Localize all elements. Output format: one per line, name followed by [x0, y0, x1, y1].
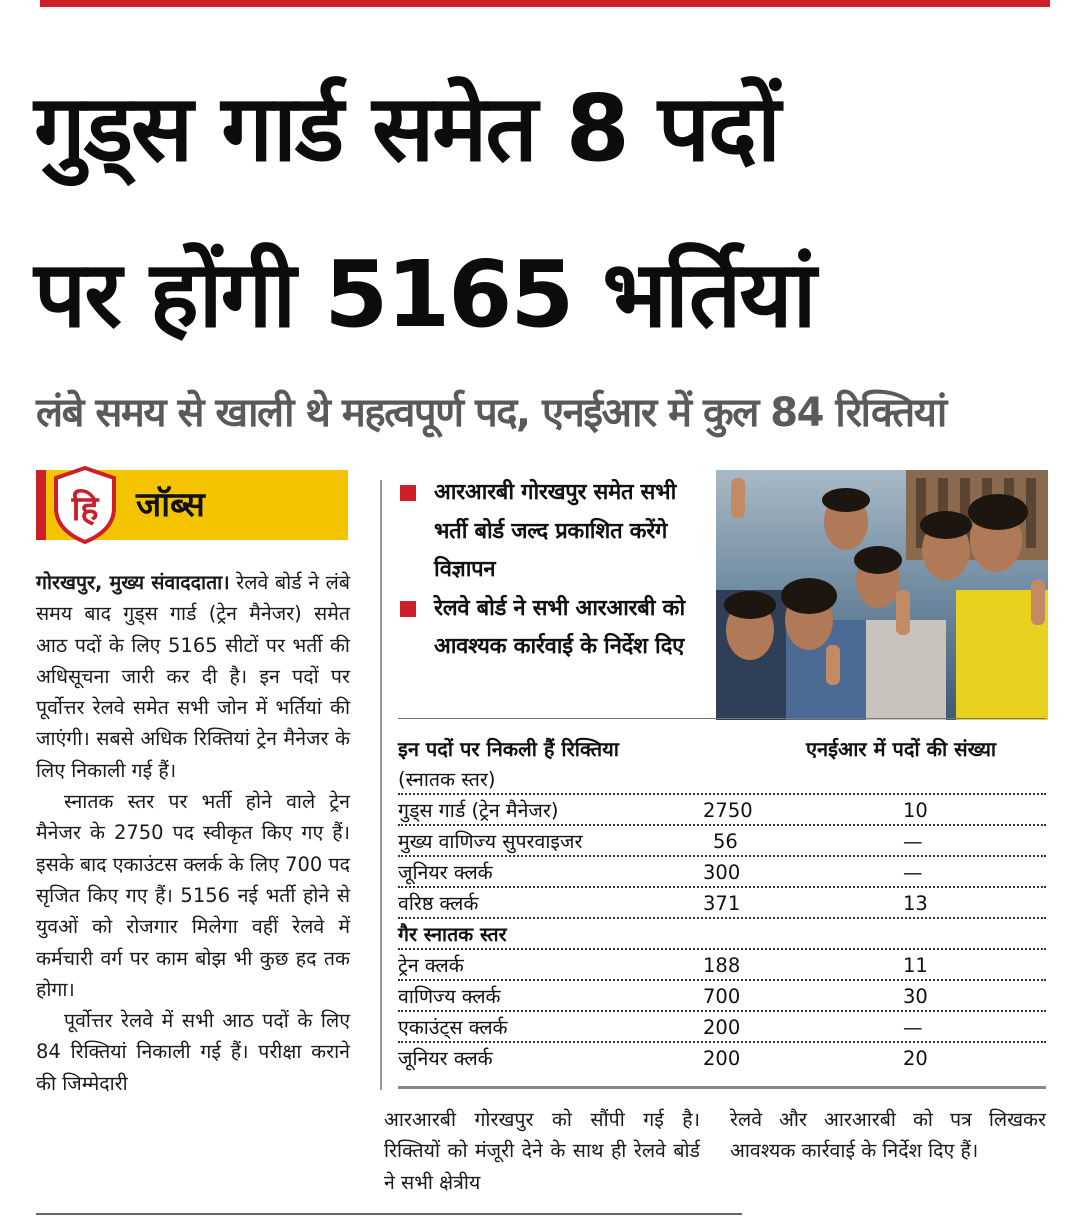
- post-count: 371: [703, 892, 741, 915]
- left-column: [36, 567, 350, 1099]
- highlight-bullets: [398, 474, 713, 667]
- top-rule: [40, 0, 1050, 7]
- post-count: 200: [703, 1016, 741, 1039]
- right-column-text: रेलवे और आरआरबी को पत्र लिखकर आवश्यक कार्रवाई के निर्देश दिए हैं।: [730, 1108, 1046, 1163]
- ner-count: 20: [903, 1047, 928, 1070]
- ner-count: 30: [903, 985, 928, 1008]
- table-row: [398, 950, 1046, 981]
- ner-count: 10: [903, 799, 928, 822]
- ner-count: —: [903, 861, 923, 884]
- post-name: गुड्स गार्ड (ट्रेन मैनेजर): [398, 799, 559, 822]
- section-label: जॉब्स: [136, 485, 205, 525]
- section-label: गैर स्नातक स्तर: [398, 923, 507, 946]
- ner-count: 13: [903, 892, 928, 915]
- post-name: जूनियर क्लर्क: [398, 1047, 493, 1070]
- section-label-stripe: [36, 470, 46, 540]
- subheadline: लंबे समय से खाली थे महत्वपूर्ण पद, एनईआर में कुल 84 रिक्तियां: [36, 390, 946, 436]
- table-row: [398, 795, 1046, 826]
- post-name: ट्रेन क्लर्क: [398, 954, 464, 977]
- table-header-left: इन पदों पर निकली हैं रिक्तिया: [398, 737, 619, 761]
- table-row: [398, 857, 1046, 888]
- bullet-item: [398, 590, 713, 667]
- post-name: वाणिज्य क्लर्क: [398, 985, 501, 1008]
- table-section-row: [398, 764, 1046, 795]
- paragraph-1: [36, 567, 350, 786]
- headline-line-1: गुड्स गार्ड समेत 8 पदों: [34, 75, 779, 182]
- paragraph-3: पूर्वोत्तर रेलवे में सभी आठ पदों के लिए 84 रिक्तियां निकाली गई हैं। परीक्षा कराने की जिम्मेदारी: [36, 1009, 350, 1095]
- table-section-row: [398, 919, 1046, 950]
- bottom-rule: [36, 1213, 742, 1215]
- post-name: मुख्य वाणिज्य सुपरवाइजर: [398, 830, 583, 853]
- ner-count: —: [903, 830, 923, 853]
- table-row: [398, 826, 1046, 857]
- bullet-item: [398, 474, 713, 590]
- post-count: 200: [703, 1047, 741, 1070]
- headline-line-2: पर होंगी 5165 भर्तियां: [34, 241, 815, 348]
- post-count: 700: [703, 985, 741, 1008]
- table-row: [398, 1012, 1046, 1043]
- table-bottom-rule: [398, 1086, 1046, 1089]
- paragraph-1-text: रेलवे बोर्ड ने लंबे समय बाद गुड्स गार्ड (ट्रेन मैनेजर) समेत आठ पदों के लिए 5165 सीटों पर भर्ती की अधिसूचना जारी कर दी है। इन पदों पर पूर्वोत्तर रेलवे समेत सभी जोन में भर्तियां की जाएंगी। सबसे अधिक रिक्तियां ट्रेन मैनेजर के लिए निकाली गई हैं।: [36, 571, 351, 782]
- post-count: 300: [703, 861, 741, 884]
- post-name: जूनियर क्लर्क: [398, 861, 493, 884]
- post-count: 2750: [703, 799, 753, 822]
- bullet-text: रेलवे बोर्ड ने सभी आरआरबी को आवश्यक कार्रवाई के निर्देश दिए: [434, 595, 685, 659]
- table-header-right: एनईआर में पदों की संख्या: [806, 737, 997, 761]
- bullet-square-icon: [400, 601, 416, 617]
- post-name: एकाउंट्स क्लर्क: [398, 1016, 508, 1039]
- table-row: [398, 888, 1046, 919]
- middle-column-text: आरआरबी गोरखपुर को सौंपी गई है। रिक्तियों को मंजूरी देने के साथ ही रेलवे बोर्ड ने सभी क्षेत्रीय: [384, 1108, 700, 1194]
- post-count: 56: [713, 830, 738, 853]
- ner-count: 11: [903, 954, 928, 977]
- section-label: (स्नातक स्तर): [398, 768, 496, 791]
- table-row: [398, 981, 1046, 1012]
- column-divider: [380, 480, 382, 1090]
- logo-letter: हि: [71, 489, 99, 529]
- bullet-square-icon: [400, 485, 416, 501]
- dateline: गोरखपुर, मुख्य संवाददाता।: [36, 571, 230, 594]
- students-photo: [716, 470, 1048, 720]
- paragraph-2: स्नातक स्तर पर भर्ती होने वाले ट्रेन मैनेजर के 2750 पद स्वीकृत किए गए हैं। इसके बाद एकाउंटस क्लर्क के लिए 700 पद सृजित किए गए हैं। 5156 नई भर्ती होने से युवओं को रोजगार मिलेगा वहीं रेलवे में कर्मचारी वर्ग पर काम बोझ भी कुछ हद तक होगा।: [36, 790, 350, 1001]
- hindustan-logo-icon: [52, 466, 118, 544]
- table-top-rule: [398, 718, 1046, 719]
- bullet-text: आरआरबी गोरखपुर समेत सभी भर्ती बोर्ड जल्द प्रकाशित करेंगे विज्ञापन: [434, 480, 676, 582]
- post-name: वरिष्ठ क्लर्क: [398, 892, 479, 915]
- ner-count: —: [903, 1016, 923, 1039]
- post-count: 188: [703, 954, 741, 977]
- table-row: [398, 1043, 1046, 1074]
